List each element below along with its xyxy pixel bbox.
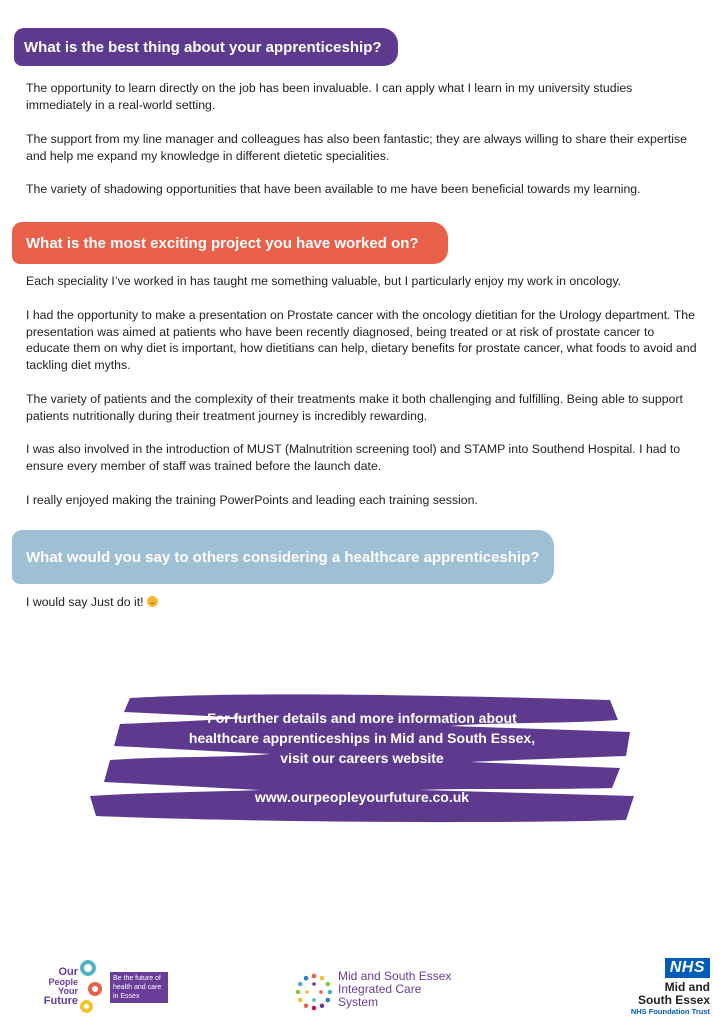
paragraph: I had the opportunity to make a presentation on Prostate cancer with the oncology dietitian for the Urology department. The presentation was aimed at patients who have been recently diagnosed, being treated or at risk of prostate cancer to educate them on why diet is important, how dietitians can help, dietary benefits for prostate cancer, what foods to avoid and tackling diet myths. bbox=[26, 308, 697, 372]
ring-icon bbox=[80, 1000, 93, 1013]
logo-word: Our bbox=[58, 966, 78, 978]
ics-line: Integrated Care bbox=[338, 982, 422, 996]
heading-advice bbox=[12, 530, 554, 584]
paragraph: The variety of shadowing opportunities that have been available to me have been beneficial towards my learning. bbox=[26, 182, 641, 196]
heading-exciting-project bbox=[12, 222, 448, 264]
paragraph: I was also involved in the introduction of MUST (Malnutrition screening tool) and STAMP into Southend Hospital. I had to ensure every member of staff was trained before the launch date. bbox=[26, 442, 681, 473]
careers-callout bbox=[90, 692, 634, 824]
heading-text: What is the most exciting project you have worked on? bbox=[26, 234, 419, 252]
integrated-care-system-logo bbox=[294, 966, 474, 1016]
nhs-trust-logo bbox=[610, 958, 710, 1020]
logo-word: People bbox=[48, 976, 78, 987]
trust-subtitle: NHS Foundation Trust bbox=[630, 1007, 710, 1016]
heading-text: What is the best thing about your apprenticeship? bbox=[24, 38, 382, 56]
tagline-line: health and care bbox=[113, 984, 162, 991]
careers-website-link[interactable]: www.ourpeopleyourfuture.co.uk bbox=[254, 789, 470, 805]
nhs-badge: NHS bbox=[665, 958, 710, 978]
paragraph: The support from my line manager and colleagues has also been fantastic; they are always willing to share their expertise and help me expand my knowledge in different dietetic specialities. bbox=[26, 132, 687, 163]
callout-line: healthcare apprenticeships in Mid and South Essex, bbox=[188, 730, 536, 746]
logo-words bbox=[28, 968, 78, 1006]
ring-icon bbox=[80, 960, 96, 976]
smiley-emoji-icon bbox=[147, 596, 158, 607]
paragraph: Each speciality I’ve worked in has taught me something valuable, but I particularly enjoy my work in oncology. bbox=[26, 274, 622, 288]
callout-line: For further details and more information about bbox=[207, 710, 517, 726]
dots-circle-icon bbox=[294, 972, 334, 1012]
ics-line: System bbox=[338, 995, 379, 1009]
heading-text: What would you say to others considering a healthcare apprenticeship? bbox=[26, 548, 540, 566]
paragraph: I really enjoyed making the training PowerPoints and leading each training session. bbox=[26, 493, 478, 507]
logo-word: Future bbox=[43, 994, 78, 1007]
paragraph: The variety of patients and the complexity of their treatments make it both challenging and fulfilling. Being able to support patients nutritionally during their treatment journey is incredibly rewarding. bbox=[26, 392, 683, 423]
heading-best-thing bbox=[14, 28, 398, 66]
paragraph-text: I would say Just do it! bbox=[26, 595, 144, 609]
trust-name-line: Mid and bbox=[664, 980, 710, 994]
ring-icon bbox=[88, 982, 102, 996]
trust-name-line: South Essex bbox=[637, 993, 710, 1007]
ics-line: Mid and South Essex bbox=[338, 969, 452, 983]
callout-text bbox=[90, 708, 634, 768]
our-people-your-future-logo bbox=[28, 956, 178, 1018]
paragraph: The opportunity to learn directly on the job has been invaluable. I can apply what I learn in my university studies immediately in a real-world setting. bbox=[26, 81, 633, 112]
paragraph bbox=[26, 594, 698, 611]
tagline-line: in Essex bbox=[113, 993, 140, 1000]
callout-line: visit our careers website bbox=[280, 750, 444, 766]
tagline-line: Be the future of bbox=[113, 975, 161, 982]
logo-word: Your bbox=[58, 986, 78, 996]
ics-name bbox=[338, 970, 451, 1009]
logo-tagline bbox=[110, 972, 168, 1003]
